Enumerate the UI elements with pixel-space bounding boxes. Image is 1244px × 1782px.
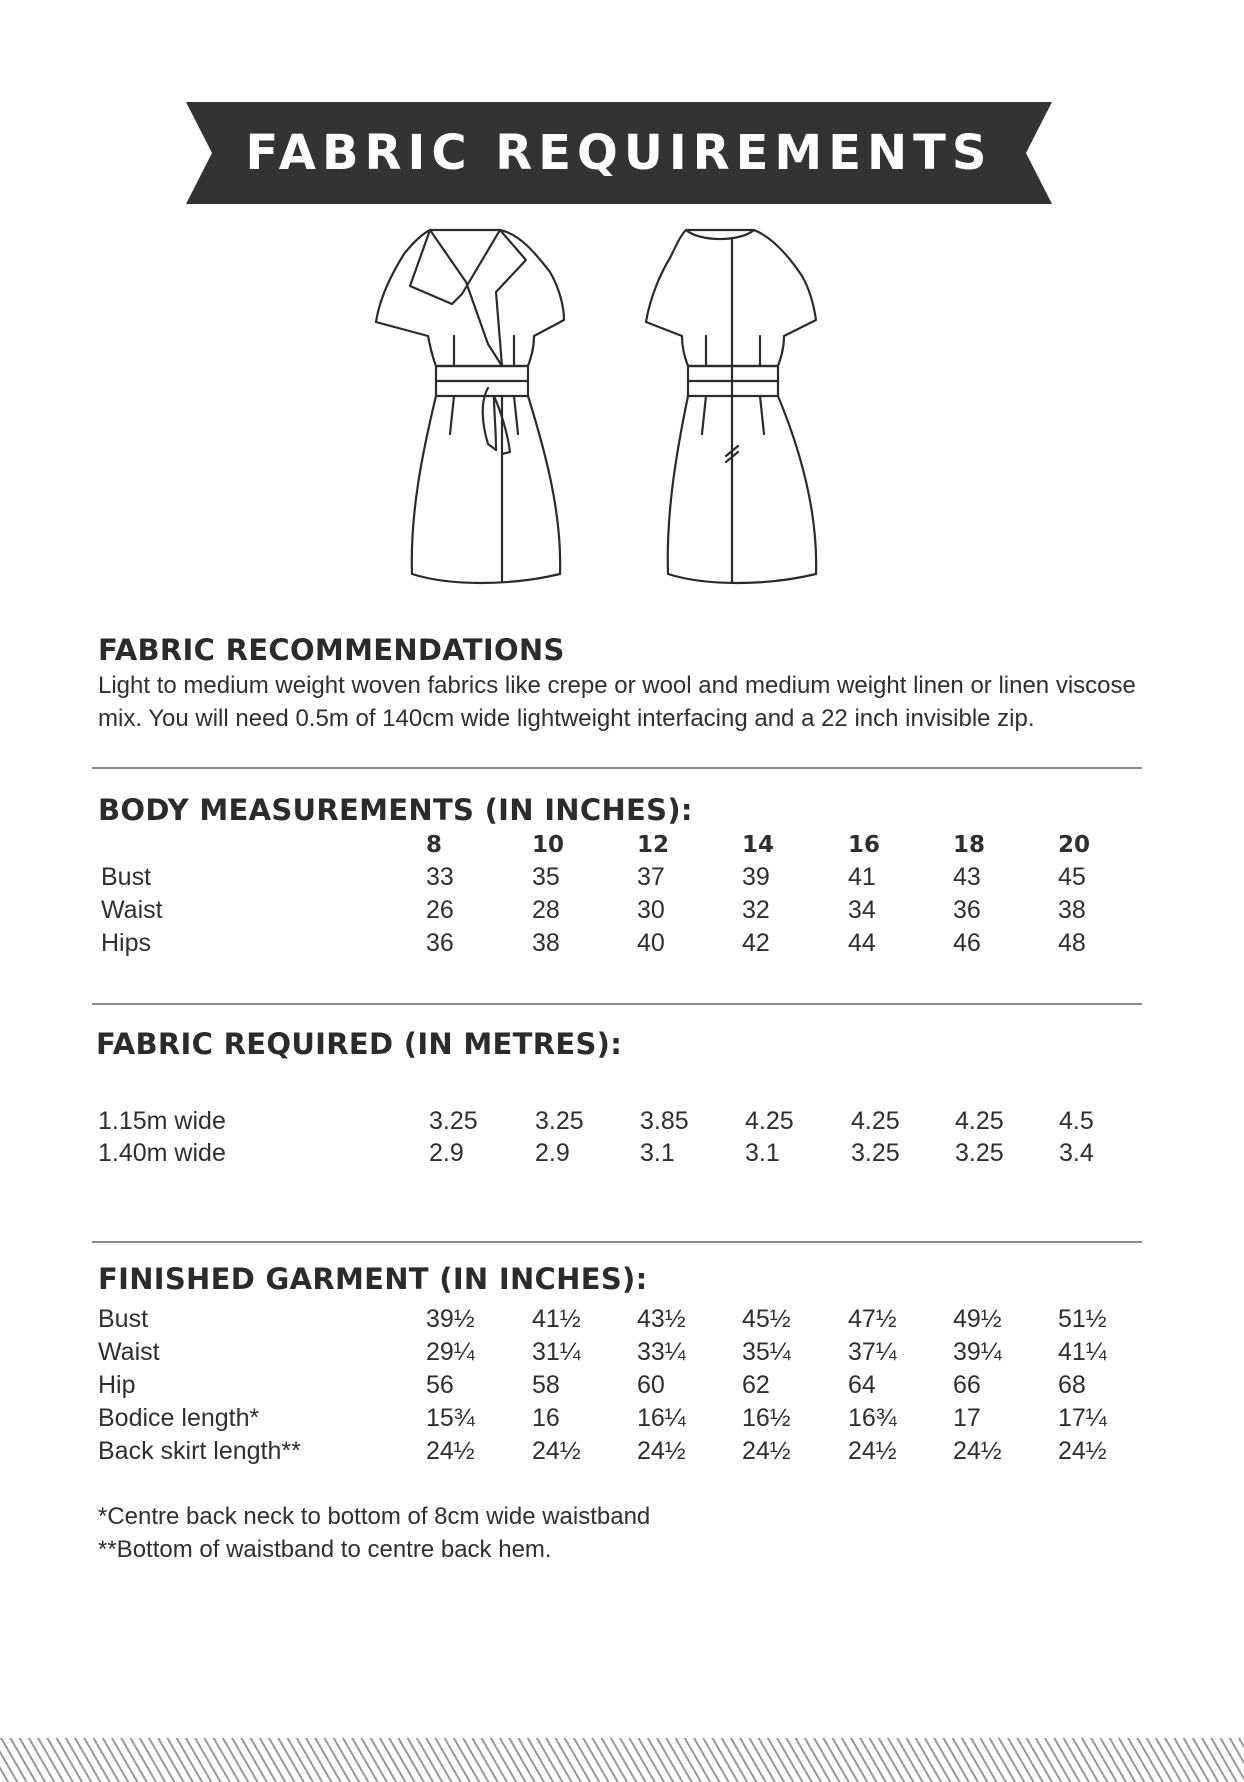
size-header: 12 xyxy=(637,832,670,858)
cell-value: 43½ xyxy=(637,1305,686,1333)
cell-value: 58 xyxy=(532,1371,560,1399)
cell-value: 3.25 xyxy=(851,1139,900,1167)
cell-value: 28 xyxy=(532,896,560,924)
cell-value: 35¼ xyxy=(742,1338,791,1366)
table-row xyxy=(0,863,1244,896)
cell-value: 24½ xyxy=(637,1437,686,1465)
cell-value: 16½ xyxy=(742,1404,791,1432)
cell-value: 4.5 xyxy=(1059,1107,1094,1135)
cell-value: 3.1 xyxy=(640,1139,675,1167)
front-dress-drawing xyxy=(376,230,564,583)
cell-value: 3.25 xyxy=(955,1139,1004,1167)
back-dress-drawing xyxy=(646,230,816,583)
fabric-recommendations-text xyxy=(98,669,1158,735)
cell-value: 32 xyxy=(742,896,770,924)
cell-value: 24½ xyxy=(532,1437,581,1465)
dress-illustration xyxy=(370,224,870,604)
row-label: Waist xyxy=(98,1338,160,1366)
cell-value: 34 xyxy=(848,896,876,924)
recommendations-line-1: Light to medium weight woven fabrics like crepe or wool and medium weight linen or linen viscose xyxy=(98,672,1136,699)
cell-value: 3.4 xyxy=(1059,1139,1094,1167)
size-header: 8 xyxy=(426,832,443,858)
cell-value: 60 xyxy=(637,1371,665,1399)
cell-value: 24½ xyxy=(742,1437,791,1465)
cell-value: 44 xyxy=(848,929,876,957)
cell-value: 26 xyxy=(426,896,454,924)
footnote-bodice: *Centre back neck to bottom of 8cm wide waistband xyxy=(98,1503,651,1530)
cell-value: 16 xyxy=(532,1404,560,1432)
cell-value: 33¼ xyxy=(637,1338,686,1366)
cell-value: 4.25 xyxy=(955,1107,1004,1135)
cell-value: 17¼ xyxy=(1058,1404,1107,1432)
cell-value: 16¾ xyxy=(848,1404,897,1432)
cell-value: 2.9 xyxy=(429,1139,464,1167)
cell-value: 64 xyxy=(848,1371,876,1399)
row-label: Hip xyxy=(98,1371,136,1399)
cell-value: 47½ xyxy=(848,1305,897,1333)
cell-value: 36 xyxy=(953,896,981,924)
table-row xyxy=(0,896,1244,929)
cell-value: 36 xyxy=(426,929,454,957)
cell-value: 40 xyxy=(637,929,665,957)
cell-value: 29¼ xyxy=(426,1338,475,1366)
table-row xyxy=(0,1338,1244,1371)
table-row xyxy=(0,1107,1244,1140)
cell-value: 35 xyxy=(532,863,560,891)
table-row xyxy=(0,1404,1244,1437)
section-divider xyxy=(92,1003,1142,1005)
cell-value: 3.25 xyxy=(535,1107,584,1135)
cell-value: 4.25 xyxy=(745,1107,794,1135)
cell-value: 37 xyxy=(637,863,665,891)
cell-value: 51½ xyxy=(1058,1305,1107,1333)
size-header: 16 xyxy=(848,832,881,858)
cell-value: 38 xyxy=(1058,896,1086,924)
cell-value: 30 xyxy=(637,896,665,924)
row-label: Bust xyxy=(98,1305,149,1333)
finished-garment-heading: FINISHED GARMENT (IN INCHES): xyxy=(98,1262,648,1296)
cell-value: 24½ xyxy=(848,1437,897,1465)
row-label: Bodice length* xyxy=(98,1404,260,1432)
cell-value: 39 xyxy=(742,863,770,891)
cell-value: 3.25 xyxy=(429,1107,478,1135)
size-header: 10 xyxy=(532,832,565,858)
cell-value: 56 xyxy=(426,1371,454,1399)
table-row xyxy=(0,1371,1244,1404)
size-header: 14 xyxy=(742,832,775,858)
cell-value: 16¼ xyxy=(637,1404,686,1432)
recommendations-line-2: mix. You will need 0.5m of 140cm wide lightweight interfacing and a 22 inch invisible zip. xyxy=(98,705,1035,732)
cell-value: 43 xyxy=(953,863,981,891)
cell-value: 38 xyxy=(532,929,560,957)
row-label: 1.15m wide xyxy=(98,1107,226,1135)
size-header-row xyxy=(0,832,1244,865)
cell-value: 2.9 xyxy=(535,1139,570,1167)
cell-value: 4.25 xyxy=(851,1107,900,1135)
cell-value: 37¼ xyxy=(848,1338,897,1366)
cell-value: 66 xyxy=(953,1371,981,1399)
cell-value: 24½ xyxy=(953,1437,1002,1465)
cell-value: 41½ xyxy=(532,1305,581,1333)
footnotes xyxy=(98,1500,650,1566)
cell-value: 39½ xyxy=(426,1305,475,1333)
size-header: 18 xyxy=(953,832,986,858)
body-measurements-heading: BODY MEASUREMENTS (IN INCHES): xyxy=(98,793,693,827)
row-label: Waist xyxy=(101,896,163,924)
cell-value: 3.1 xyxy=(745,1139,780,1167)
table-row xyxy=(0,1139,1244,1172)
row-label: Back skirt length** xyxy=(98,1437,301,1465)
cell-value: 48 xyxy=(1058,929,1086,957)
cell-value: 46 xyxy=(953,929,981,957)
cell-value: 68 xyxy=(1058,1371,1086,1399)
cell-value: 17 xyxy=(953,1404,981,1432)
cell-value: 42 xyxy=(742,929,770,957)
cell-value: 3.85 xyxy=(640,1107,689,1135)
cell-value: 41 xyxy=(848,863,876,891)
cell-value: 62 xyxy=(742,1371,770,1399)
cell-value: 33 xyxy=(426,863,454,891)
cell-value: 15¾ xyxy=(426,1404,475,1432)
fabric-recommendations-heading: FABRIC RECOMMENDATIONS xyxy=(98,633,565,667)
table-row xyxy=(0,1305,1244,1338)
section-divider xyxy=(92,1241,1142,1243)
cell-value: 24½ xyxy=(1058,1437,1107,1465)
table-row xyxy=(0,1437,1244,1470)
cell-value: 45½ xyxy=(742,1305,791,1333)
footnote-skirt: **Bottom of waistband to centre back hem. xyxy=(98,1536,552,1563)
fabric-required-heading: FABRIC REQUIRED (IN METRES): xyxy=(96,1027,623,1061)
hatched-footer-strip xyxy=(0,1738,1244,1782)
page-title: FABRIC REQUIREMENTS xyxy=(245,125,993,181)
cell-value: 45 xyxy=(1058,863,1086,891)
cell-value: 41¼ xyxy=(1058,1338,1107,1366)
section-divider xyxy=(92,767,1142,769)
cell-value: 39¼ xyxy=(953,1338,1002,1366)
table-row xyxy=(0,929,1244,962)
cell-value: 49½ xyxy=(953,1305,1002,1333)
title-banner xyxy=(186,102,1052,204)
row-label: Hips xyxy=(101,929,152,957)
cell-value: 24½ xyxy=(426,1437,475,1465)
size-header: 20 xyxy=(1058,832,1091,858)
row-label: 1.40m wide xyxy=(98,1139,226,1167)
cell-value: 31¼ xyxy=(532,1338,581,1366)
row-label: Bust xyxy=(101,863,152,891)
